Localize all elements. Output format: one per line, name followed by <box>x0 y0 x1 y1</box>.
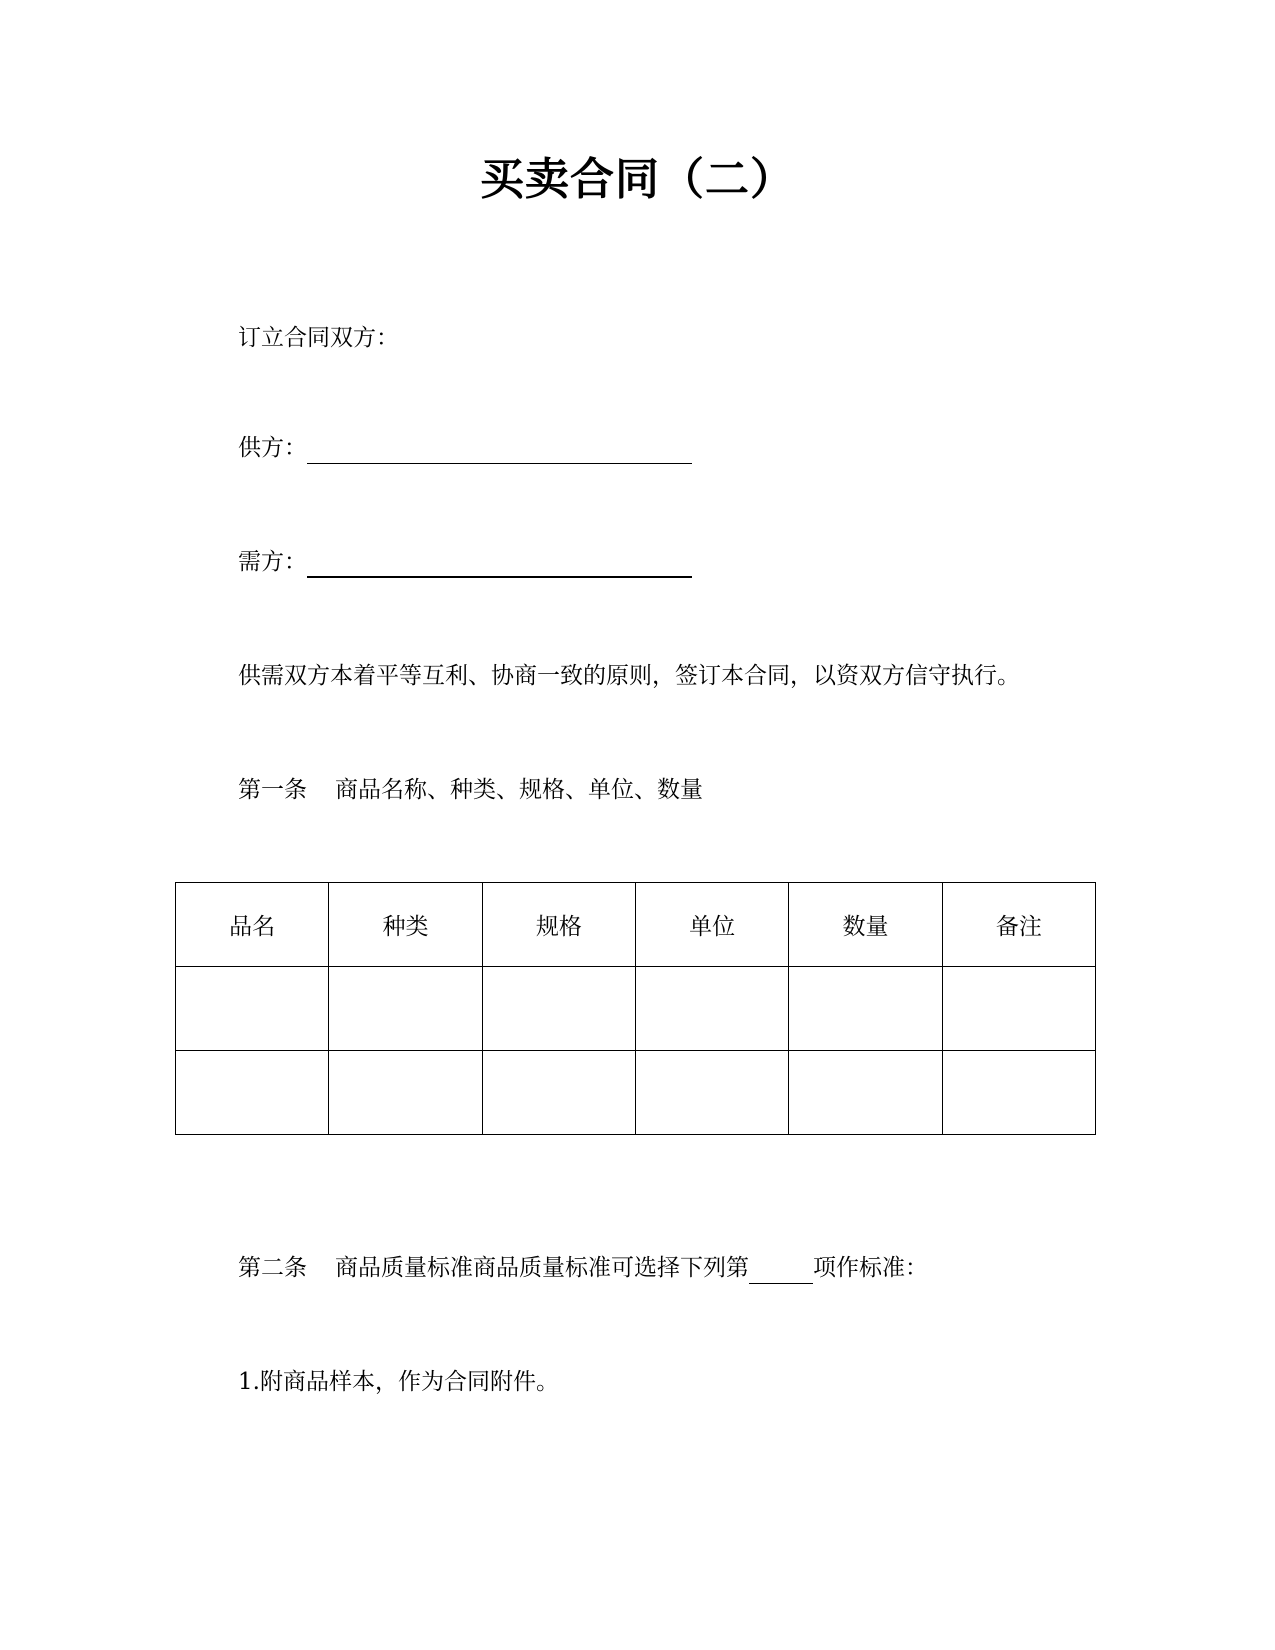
table-cell[interactable] <box>482 967 635 1051</box>
table-cell[interactable] <box>635 1051 788 1135</box>
standard-choice-blank[interactable] <box>749 1257 813 1284</box>
article-2-text-after: 项作标准： <box>813 1255 928 1281</box>
document-title: 买卖合同（二） <box>480 154 795 205</box>
table-row <box>176 967 1096 1051</box>
article-2-text-before: 商品质量标准商品质量标准可选择下列第 <box>335 1255 749 1281</box>
buyer-label: 需方： <box>238 549 307 575</box>
article-1-number: 第一条 <box>238 777 307 803</box>
buyer-name-field[interactable] <box>307 550 692 578</box>
table-cell[interactable] <box>176 967 329 1051</box>
table-cell[interactable] <box>482 1051 635 1135</box>
table-header-cell: 规格 <box>482 883 635 967</box>
supplier-name-field[interactable] <box>307 437 692 464</box>
article-2-heading <box>238 1252 928 1284</box>
table-cell[interactable] <box>176 1051 329 1135</box>
item-1-paragraph: 1.附商品样本，作为合同附件。 <box>238 1369 559 1395</box>
table-header-cell: 数量 <box>789 883 942 967</box>
supplier-label: 供方： <box>238 435 307 461</box>
table-cell[interactable] <box>329 967 482 1051</box>
table-header-cell: 备注 <box>942 883 1095 967</box>
table-header-cell: 种类 <box>329 883 482 967</box>
table-cell[interactable] <box>942 1051 1095 1135</box>
table-cell[interactable] <box>789 967 942 1051</box>
table-header-cell: 品名 <box>176 883 329 967</box>
parties-heading: 订立合同双方： <box>238 325 399 351</box>
goods-table <box>175 882 1096 1135</box>
article-1-heading <box>238 774 703 806</box>
table-cell[interactable] <box>329 1051 482 1135</box>
preamble-paragraph: 供需双方本着平等互利、协商一致的原则，签订本合同，以资双方信守执行。 <box>238 663 1020 689</box>
article-2-number: 第二条 <box>238 1255 307 1281</box>
table-header-cell: 单位 <box>635 883 788 967</box>
table-row <box>176 1051 1096 1135</box>
table-cell[interactable] <box>789 1051 942 1135</box>
buyer-line <box>238 546 692 578</box>
supplier-line <box>238 432 692 464</box>
article-1-text: 商品名称、种类、规格、单位、数量 <box>335 777 703 803</box>
table-cell[interactable] <box>942 967 1095 1051</box>
table-cell[interactable] <box>635 967 788 1051</box>
table-header-row <box>176 883 1096 967</box>
